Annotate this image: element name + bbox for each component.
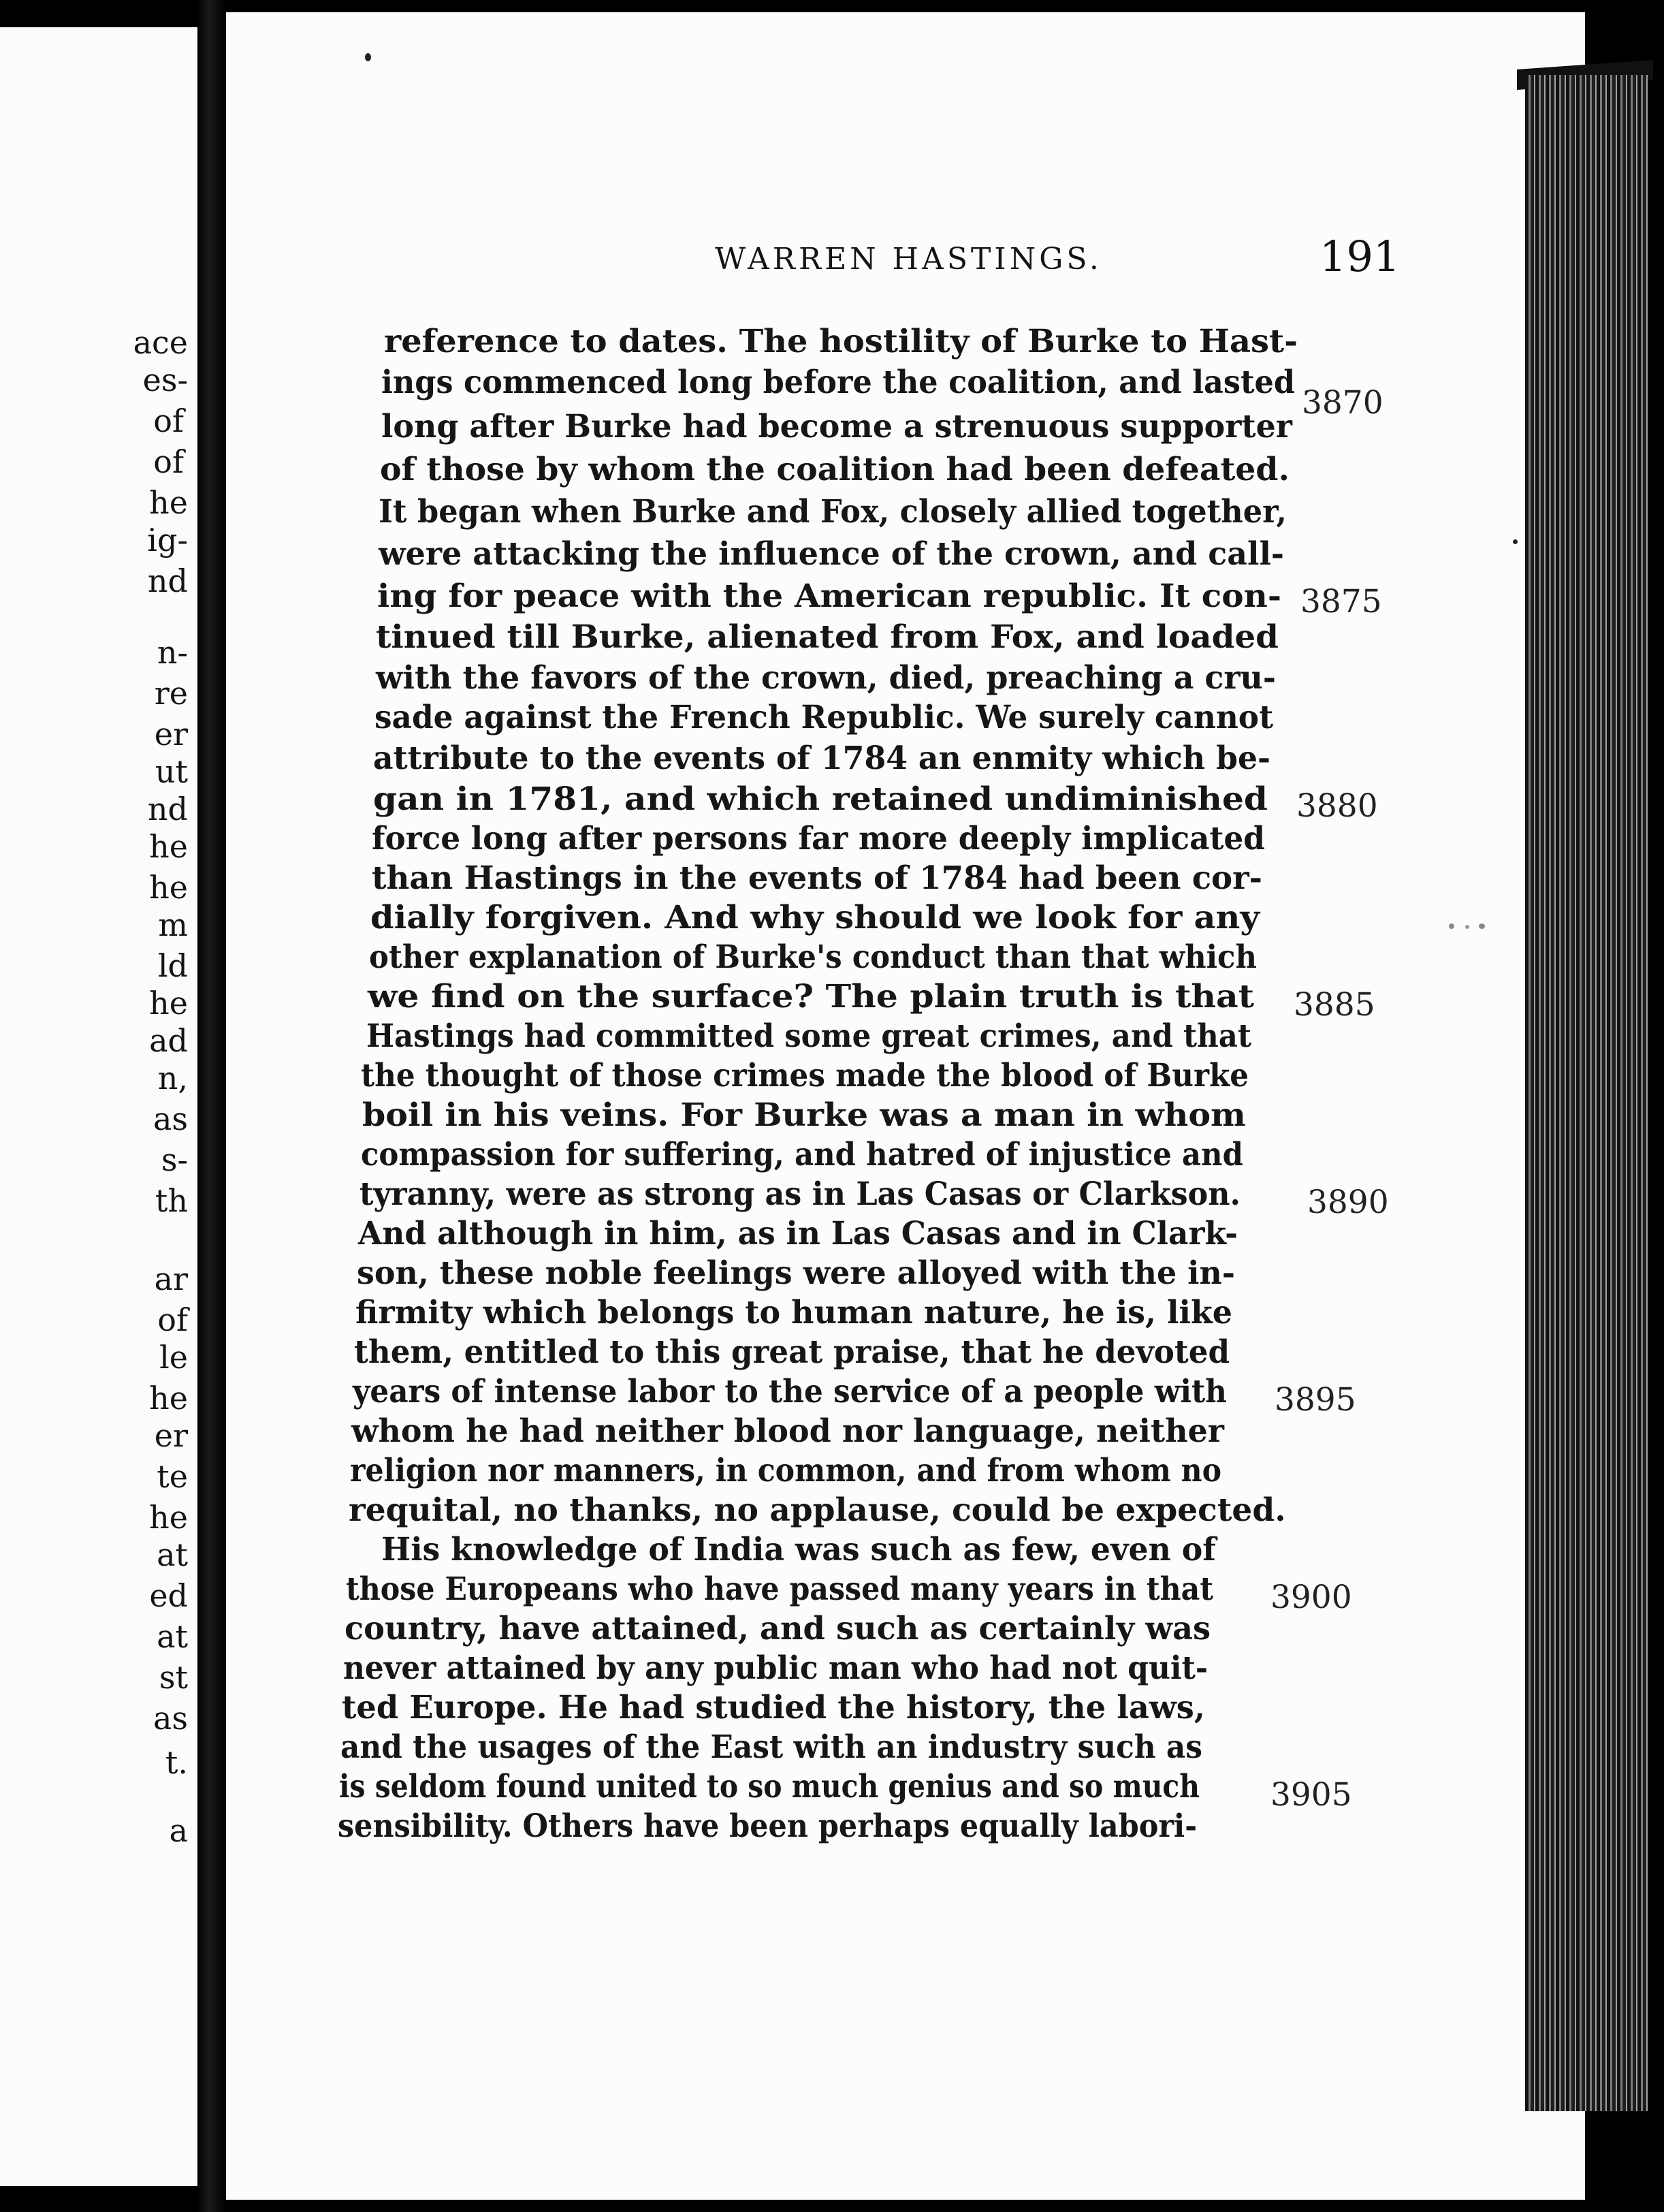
page-number: 191 xyxy=(1319,232,1401,281)
previous-page-line-fragment: he xyxy=(149,484,188,521)
line-number: 3885 xyxy=(1294,986,1375,1024)
line-number: 3905 xyxy=(1270,1776,1352,1814)
previous-page-line-fragment: ig- xyxy=(147,522,188,558)
previous-page-fragment xyxy=(0,27,197,2186)
text-line: and the usages of the East with an industry such as xyxy=(340,1728,1202,1766)
previous-page-line-fragment: he xyxy=(149,828,188,865)
text-line: force long after persons far more deeply implicated xyxy=(372,820,1265,857)
text-line: never attained by any public man who had not quit- xyxy=(343,1649,1209,1687)
text-line: whom he had neither blood nor language, neither xyxy=(351,1412,1224,1450)
previous-page-line-fragment: n- xyxy=(157,634,188,671)
line-number: 3870 xyxy=(1302,384,1383,422)
previous-page-line-fragment: at xyxy=(157,1536,188,1573)
page-stack-edge xyxy=(1525,75,1648,2111)
text-line: Hastings had committed some great crimes, and that xyxy=(366,1017,1251,1055)
text-line: tinued till Burke, alienated from Fox, and loaded xyxy=(376,618,1279,656)
text-line: those Europeans who have passed many years in that xyxy=(346,1570,1214,1608)
book-gutter xyxy=(197,0,226,2212)
text-line: is seldom found united to so much genius and so much xyxy=(339,1768,1200,1805)
text-line: It began when Burke and Fox, closely allied together, xyxy=(379,493,1287,531)
ink-speck xyxy=(365,53,371,61)
text-line: them, entitled to this great praise, that he devoted xyxy=(354,1333,1230,1371)
previous-page-line-fragment: er xyxy=(154,716,188,753)
previous-page-line-fragment: of xyxy=(153,402,184,439)
text-line: sensibility. Others have been perhaps equally labori- xyxy=(338,1807,1198,1845)
previous-page-line-fragment: ace xyxy=(133,324,188,361)
previous-page-line-fragment: le xyxy=(159,1339,188,1376)
text-line: compassion for suffering, and hatred of injustice and xyxy=(361,1136,1243,1173)
previous-page-line-fragment: er xyxy=(154,1417,188,1454)
ink-speck xyxy=(1449,923,1454,929)
previous-page-line-fragment: nd xyxy=(147,791,188,827)
previous-page-line-fragment: m xyxy=(158,906,188,943)
previous-page-line-fragment: ar xyxy=(154,1261,188,1297)
text-line: requital, no thanks, no applause, could be expected. xyxy=(349,1491,1286,1529)
previous-page-line-fragment: nd xyxy=(147,563,188,599)
text-line: attribute to the events of 1784 an enmity which be- xyxy=(373,740,1270,777)
text-line: sade against the French Republic. We surely cannot xyxy=(374,699,1274,736)
previous-page-line-fragment: te xyxy=(157,1458,188,1495)
text-line: gan in 1781, and which retained undiminished xyxy=(373,780,1268,818)
running-head: WARREN HASTINGS. xyxy=(715,242,1102,276)
previous-page-line-fragment: as xyxy=(153,1700,188,1737)
line-number: 3895 xyxy=(1275,1381,1356,1419)
previous-page-line-fragment: ad xyxy=(149,1022,188,1059)
text-line: And although in him, as in Las Casas and in Clark- xyxy=(358,1215,1238,1252)
text-line: dially forgiven. And why should we look for any xyxy=(370,899,1260,936)
text-line: ted Europe. He had studied the history, the laws, xyxy=(342,1689,1205,1726)
text-line: His knowledge of India was such as few, even of xyxy=(381,1531,1216,1568)
previous-page-line-fragment: he xyxy=(149,1380,188,1417)
previous-page-line-fragment: of xyxy=(153,443,184,480)
ink-speck xyxy=(1479,923,1485,929)
previous-page-line-fragment: as xyxy=(153,1101,188,1137)
text-line: country, have attained, and such as certainly was xyxy=(345,1610,1211,1647)
previous-page-line-fragment: t. xyxy=(165,1744,188,1781)
text-line: the thought of those crimes made the blood of Burke xyxy=(361,1057,1249,1094)
previous-page-line-fragment: ld xyxy=(157,947,188,984)
previous-page-line-fragment: he xyxy=(149,985,188,1022)
text-line: of those by whom the coalition had been defeated. xyxy=(380,451,1290,488)
text-line: were attacking the influence of the crown, and call- xyxy=(379,535,1285,573)
previous-page-line-fragment: a xyxy=(169,1812,188,1849)
previous-page-line-fragment: ut xyxy=(155,753,188,790)
previous-page-line-fragment: re xyxy=(154,675,188,712)
text-line: reference to dates. The hostility of Burke to Hast- xyxy=(384,323,1298,360)
previous-page-line-fragment: he xyxy=(149,869,188,906)
line-number: 3880 xyxy=(1296,787,1378,825)
previous-page-line-fragment: of xyxy=(157,1301,188,1338)
line-number: 3890 xyxy=(1307,1184,1389,1221)
text-line: ings commenced long before the coalition, and lasted xyxy=(381,364,1296,401)
text-line: years of intense labor to the service of a people with xyxy=(353,1373,1227,1410)
text-line: we find on the surface? The plain truth is that xyxy=(368,978,1254,1015)
ink-speck xyxy=(1465,925,1469,929)
text-line: with the favors of the crown, died, preaching a cru- xyxy=(376,659,1276,697)
text-line: than Hastings in the events of 1784 had been cor- xyxy=(372,859,1262,897)
ink-speck xyxy=(1513,539,1518,544)
previous-page-line-fragment: ed xyxy=(149,1577,188,1614)
text-line: other explanation of Burke's conduct than that which xyxy=(369,938,1257,976)
text-line: firmity which belongs to human nature, he is, like xyxy=(355,1294,1233,1331)
text-line: boil in his veins. For Burke was a man in whom xyxy=(362,1096,1246,1134)
text-line: long after Burke had become a strenuous supporter xyxy=(381,408,1292,445)
text-line: son, these noble feelings were alloyed with the in- xyxy=(357,1254,1235,1292)
line-number: 3900 xyxy=(1270,1579,1352,1616)
previous-page-line-fragment: es- xyxy=(142,362,188,398)
text-line: religion nor manners, in common, and from whom no xyxy=(350,1452,1222,1489)
previous-page-line-fragment: n, xyxy=(157,1060,188,1096)
previous-page-line-fragment: th xyxy=(155,1182,188,1219)
text-line: tyranny, were as strong as in Las Casas or Clarkson. xyxy=(359,1175,1241,1213)
text-line: ing for peace with the American republic. It con- xyxy=(377,578,1281,615)
previous-page-line-fragment: s- xyxy=(161,1141,188,1178)
previous-page-line-fragment: at xyxy=(157,1618,188,1655)
line-number: 3875 xyxy=(1300,583,1382,620)
previous-page-line-fragment: he xyxy=(149,1499,188,1536)
previous-page-line-fragment: st xyxy=(159,1659,188,1696)
